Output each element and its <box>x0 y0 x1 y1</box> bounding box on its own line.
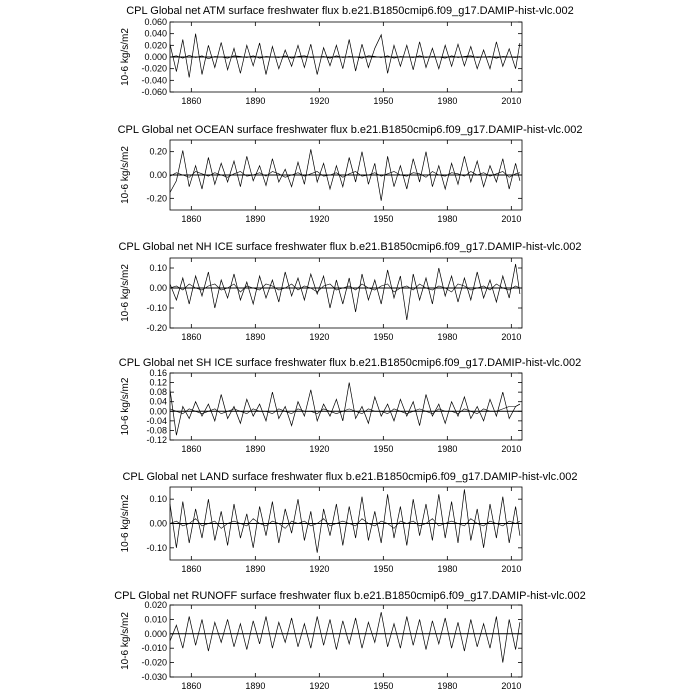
y-tick-label: 0.010 <box>144 614 167 625</box>
y-tick-label: 0.12 <box>149 377 167 388</box>
x-tick-label: 2010 <box>501 332 522 342</box>
chart-panel-2 <box>118 124 583 224</box>
y-tick-label: -0.060 <box>141 87 167 97</box>
y-axis-label: 10-6 kg/s/m2 <box>120 494 131 553</box>
x-tick-label: 1860 <box>181 564 202 574</box>
x-tick-label: 1950 <box>373 564 394 574</box>
series-line-1 <box>170 383 520 436</box>
y-tick-label: -0.10 <box>146 303 167 313</box>
x-tick-label: 2010 <box>501 564 522 574</box>
panel-title: CPL Global net SH ICE surface freshwater flux b.e21.B1850cmip6.f09_g17.DAMIP-hist-vlc.002 <box>118 357 582 369</box>
plot-frame <box>170 373 522 440</box>
y-tick-label: 0.08 <box>149 387 167 398</box>
x-tick-label: 1860 <box>181 214 202 224</box>
chart-panel-3 <box>118 241 581 342</box>
y-tick-label: 0.16 <box>149 368 167 378</box>
panel-title: CPL Global net OCEAN surface freshwater flux b.e21.B1850cmip6.f09_g17.DAMIP-hist-vlc.002 <box>117 124 583 136</box>
y-tick-label: -0.030 <box>141 672 167 682</box>
series-line-1 <box>170 489 520 552</box>
chart-panel-6 <box>114 590 586 691</box>
panel-title: CPL Global net NH ICE surface freshwater flux b.e21.B1850cmip6.f09_g17.DAMIP-hist-vlc.002 <box>118 241 582 253</box>
y-tick-label: 0.00 <box>149 283 167 293</box>
x-tick-label: 1980 <box>437 332 458 342</box>
y-tick-label: 0.00 <box>149 518 167 529</box>
x-tick-label: 1920 <box>309 96 330 106</box>
y-tick-label: 0.04 <box>149 396 167 407</box>
x-tick-label: 1860 <box>181 96 202 106</box>
y-tick-label: -0.04 <box>146 415 167 426</box>
y-tick-label: 0.020 <box>144 40 167 51</box>
x-tick-label: 1920 <box>309 564 330 574</box>
x-tick-label: 1980 <box>437 564 458 574</box>
chart-panel-5 <box>120 471 578 574</box>
x-tick-label: 1920 <box>309 444 330 454</box>
x-tick-label: 1980 <box>437 681 458 691</box>
x-tick-label: 1860 <box>181 444 202 454</box>
y-tick-label: 0.00 <box>149 170 167 180</box>
x-tick-label: 1890 <box>245 444 266 454</box>
x-tick-label: 1950 <box>373 332 394 342</box>
y-axis-label: 10-6 kg/s/m2 <box>120 612 131 670</box>
series-line-2 <box>170 172 520 178</box>
x-tick-label: 1860 <box>181 332 202 342</box>
y-tick-label: 0.00 <box>149 406 167 417</box>
y-tick-label: 0.10 <box>149 263 167 273</box>
x-tick-label: 1920 <box>309 681 330 691</box>
y-tick-label: -0.12 <box>146 435 167 445</box>
series-line-1 <box>170 612 520 662</box>
x-tick-label: 1950 <box>373 681 394 691</box>
y-axis-label: 10-6 kg/s/m2 <box>120 146 131 204</box>
y-axis-label: 10-6 kg/s/m2 <box>120 28 131 86</box>
y-tick-label: -0.020 <box>141 63 167 74</box>
x-tick-label: 1890 <box>245 681 266 691</box>
chart-panel-4 <box>119 357 581 454</box>
x-tick-label: 1920 <box>309 332 330 342</box>
plot-frame <box>170 258 522 328</box>
x-tick-label: 2010 <box>501 681 522 691</box>
y-tick-label: 0.20 <box>149 146 167 157</box>
y-axis-label: 10-6 kg/s/m2 <box>120 264 131 322</box>
panel-title: CPL Global net RUNOFF surface freshwater flux b.e21.B1850cmip6.f09_g17.DAMIP-hist-vlc.002 <box>114 590 586 602</box>
x-tick-label: 1920 <box>309 214 330 224</box>
y-tick-label: 0.020 <box>144 600 167 610</box>
x-tick-label: 1890 <box>245 564 266 574</box>
x-tick-label: 1980 <box>437 96 458 106</box>
y-tick-label: -0.20 <box>146 323 167 333</box>
y-tick-label: 0.040 <box>144 28 167 39</box>
x-tick-label: 1890 <box>245 214 266 224</box>
y-tick-label: -0.08 <box>146 425 167 436</box>
x-tick-label: 1950 <box>373 444 394 454</box>
x-tick-label: 1890 <box>245 96 266 106</box>
y-axis-label: 10-6 kg/s/m2 <box>120 377 131 436</box>
y-tick-label: -0.10 <box>146 542 167 553</box>
y-tick-label: 0.000 <box>144 628 167 639</box>
x-tick-label: 1980 <box>437 444 458 454</box>
y-tick-label: 0.10 <box>149 494 167 505</box>
y-tick-label: 0.000 <box>144 52 167 62</box>
x-tick-label: 1950 <box>373 96 394 106</box>
y-tick-label: -0.010 <box>141 643 167 654</box>
x-tick-label: 1950 <box>373 214 394 224</box>
x-tick-label: 1980 <box>437 214 458 224</box>
series-line-1 <box>170 264 520 320</box>
panel-title: CPL Global net LAND surface freshwater flux b.e21.B1850cmip6.f09_g17.DAMIP-hist-vlc.002 <box>122 471 578 483</box>
x-tick-label: 2010 <box>501 214 522 224</box>
y-tick-label: -0.040 <box>141 75 167 86</box>
series-line-1 <box>170 34 520 78</box>
chart-panel-1 <box>120 5 574 106</box>
x-tick-label: 2010 <box>501 444 522 454</box>
x-tick-label: 1890 <box>245 332 266 342</box>
x-tick-label: 2010 <box>501 96 522 106</box>
x-tick-label: 1860 <box>181 681 202 691</box>
plot-frame <box>170 605 522 677</box>
y-tick-label: -0.20 <box>146 193 167 204</box>
panel-title: CPL Global net ATM surface freshwater flux b.e21.B1850cmip6.f09_g17.DAMIP-hist-vlc.002 <box>126 5 574 17</box>
y-tick-label: 0.060 <box>144 17 167 27</box>
y-tick-label: -0.020 <box>141 657 167 668</box>
